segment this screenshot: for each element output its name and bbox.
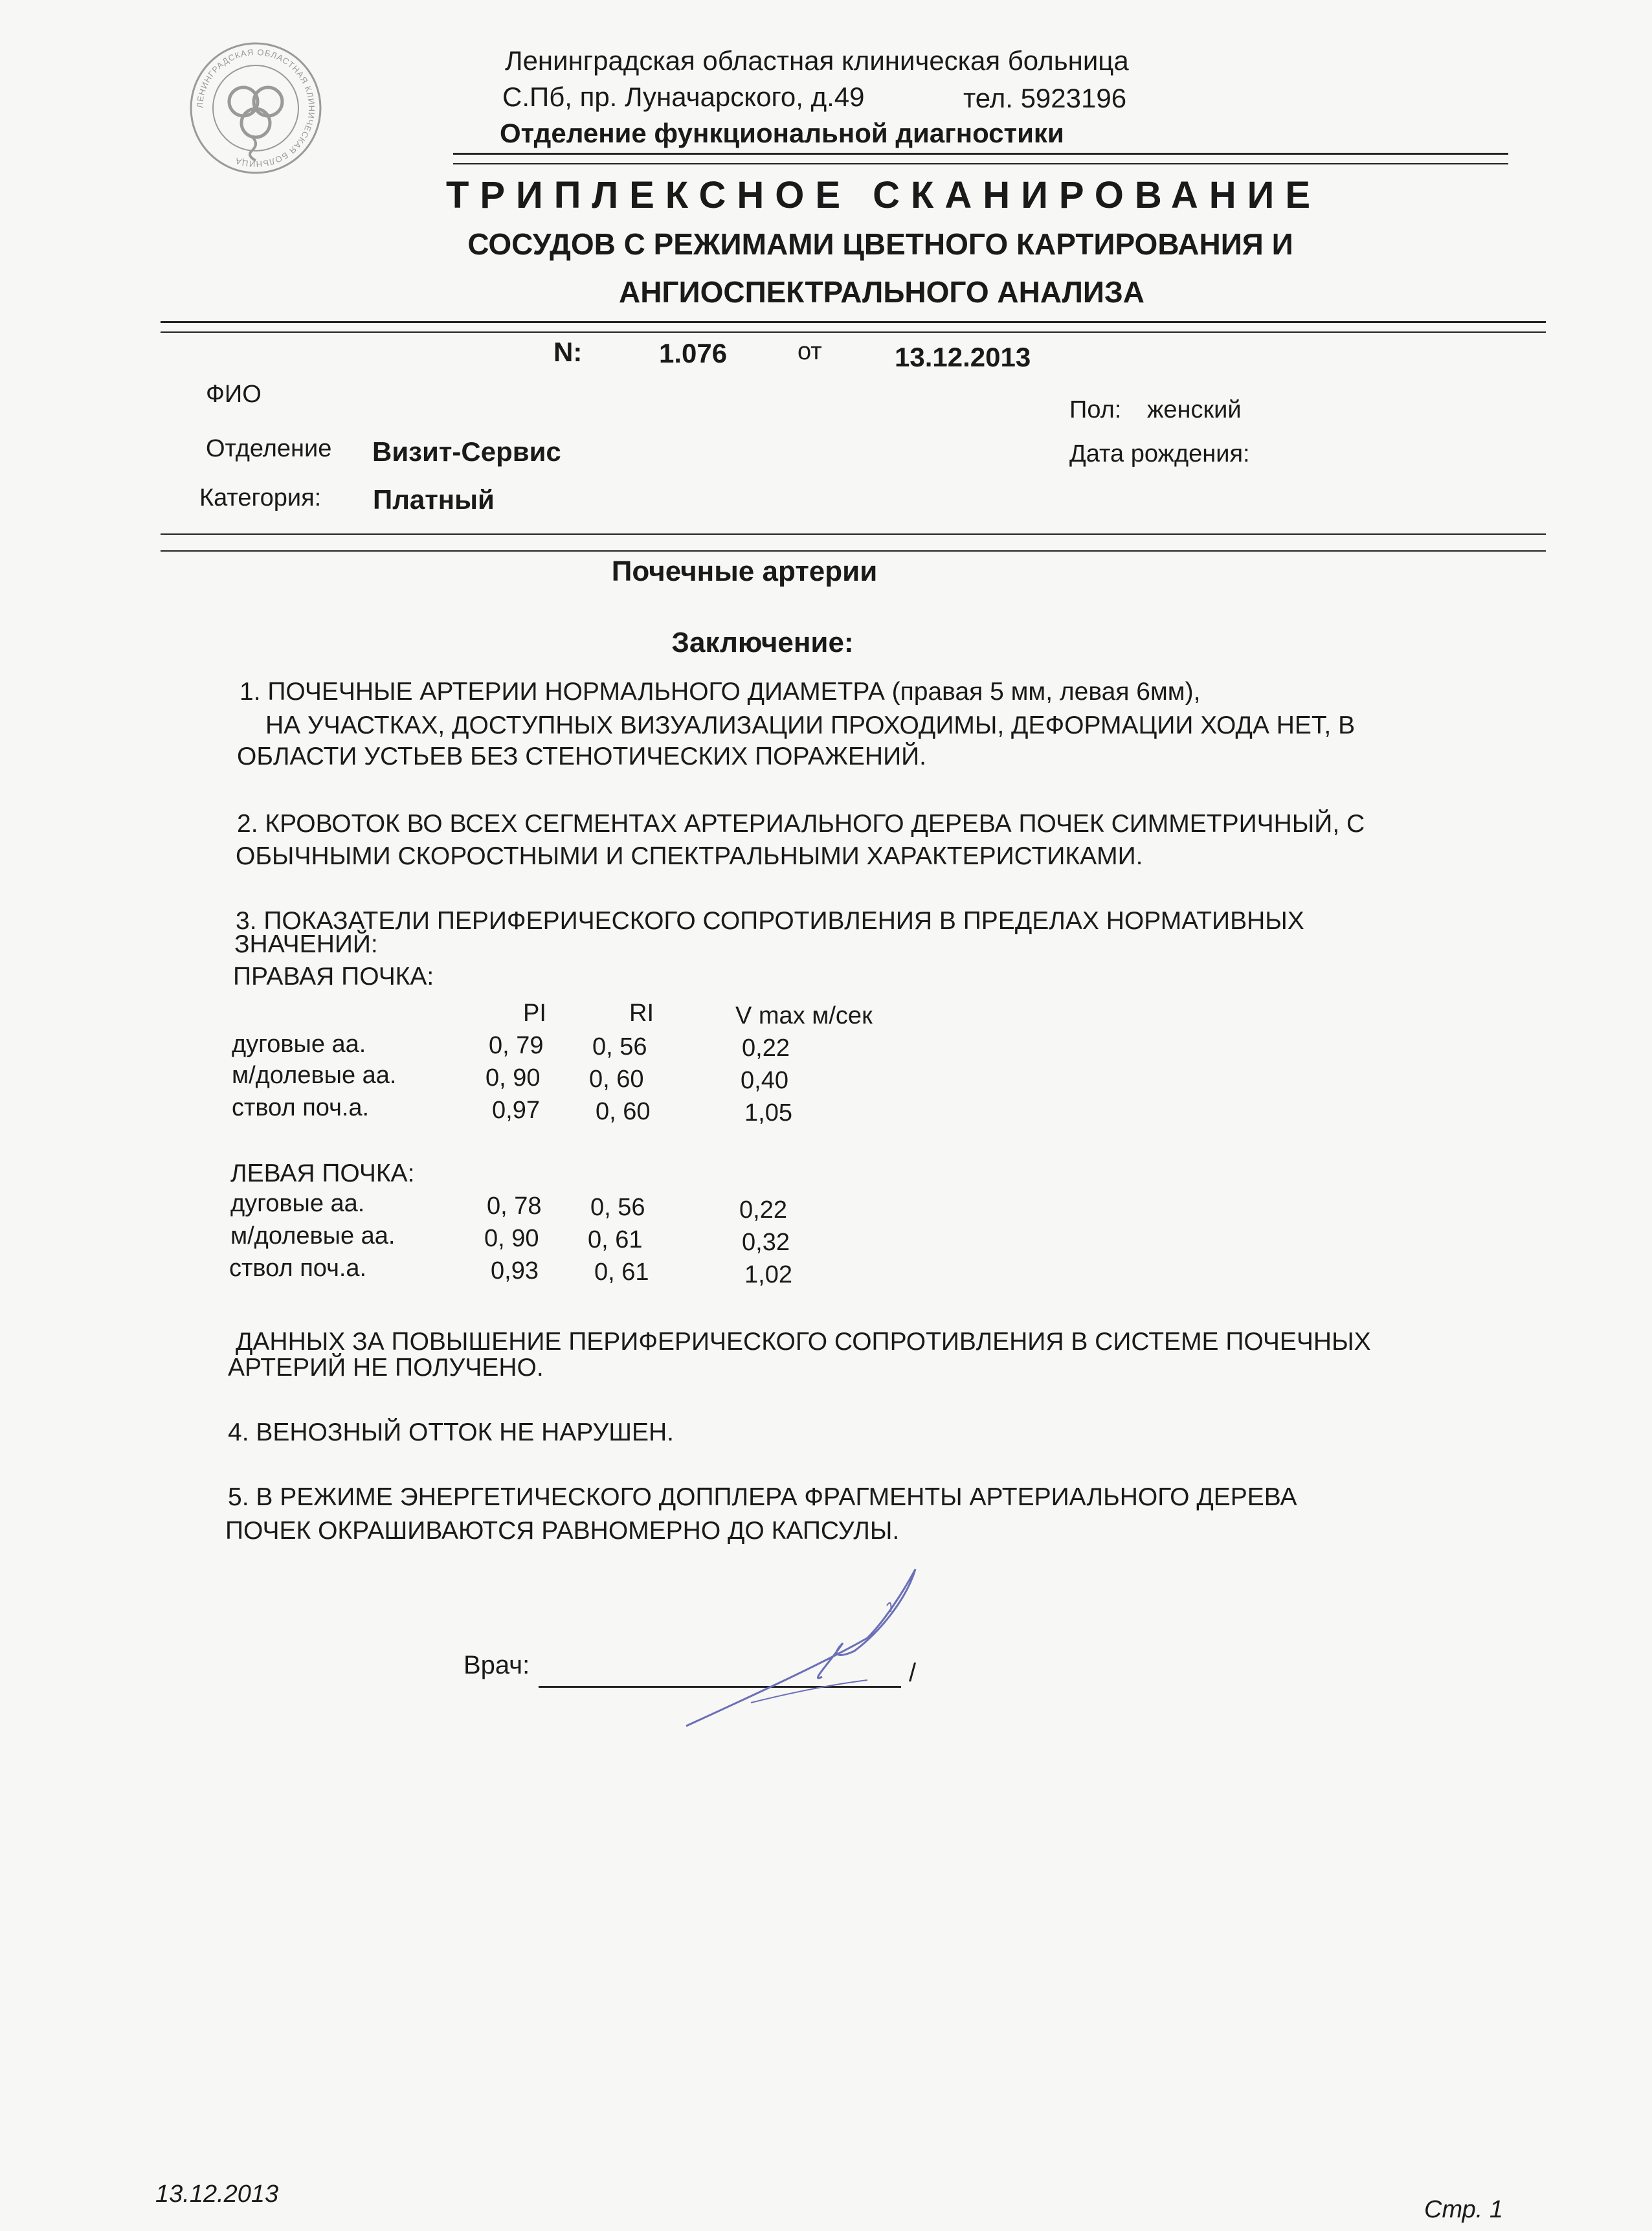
department-name: Отделение функциональной диагностики <box>500 118 1064 148</box>
hospital-seal <box>188 40 324 176</box>
divider-line <box>161 321 1546 323</box>
patient-sex: женский <box>1147 396 1242 423</box>
conclusion-p4: 4. ВЕНОЗНЫЙ ОТТОК НЕ НАРУШЕН. <box>228 1418 674 1446</box>
row-vmax: 0,22 <box>739 1196 787 1224</box>
fio-label: ФИО <box>206 381 262 408</box>
header-pi: PI <box>523 1000 546 1027</box>
row-pi: 0,93 <box>491 1257 539 1284</box>
conclusion-p3-line1: 3. ПОКАЗАТЕЛИ ПЕРИФЕРИЧЕСКОГО СОПРОТИВЛЕНИЯ В ПРЕДЕЛАХ НОРМАТИВНЫХ <box>236 907 1304 935</box>
conclusion-p1-line1: 1. ПОЧЕЧНЫЕ АРТЕРИИ НОРМАЛЬНОГО ДИАМЕТРА (правая 5 мм, левая 6мм), <box>240 678 1201 706</box>
date-label: от <box>798 338 822 365</box>
row-vmax: 0,32 <box>742 1229 790 1256</box>
divider-line <box>161 331 1546 333</box>
conclusion-p5-line2: ПОЧЕК ОКРАШИВАЮТСЯ РАВНОМЕРНО ДО КАПСУЛЫ. <box>225 1517 900 1545</box>
hospital-phone: тел. 5923196 <box>963 83 1127 113</box>
category-label: Категория: <box>199 484 322 511</box>
doctor-signature <box>673 1560 932 1742</box>
row-vmax: 0,22 <box>742 1035 790 1062</box>
row-name: ствол поч.а. <box>232 1094 370 1121</box>
row-pi: 0, 90 <box>486 1064 541 1092</box>
conclusion-p3-summary-line1: ДАННЫХ ЗА ПОВЫШЕНИЕ ПЕРИФЕРИЧЕСКОГО СОПРОТИВЛЕНИЯ В СИСТЕМЕ ПОЧЕЧНЫХ <box>236 1328 1371 1356</box>
conclusion-p1-line2: НА УЧАСТКАХ, ДОСТУПНЫХ ВИЗУАЛИЗАЦИИ ПРОХОДИМЫ, ДЕФОРМАЦИИ ХОДА НЕТ, В <box>265 712 1356 739</box>
divider-line <box>453 163 1508 164</box>
row-ri: 0, 56 <box>592 1033 647 1060</box>
doctor-label: Врач: <box>463 1651 530 1679</box>
row-name: дуговые аа. <box>232 1031 366 1058</box>
row-pi: 0, 90 <box>484 1225 539 1252</box>
header-vmax: V max м/сек <box>735 1002 873 1029</box>
left-kidney-label: ЛЕВАЯ ПОЧКА: <box>230 1160 415 1187</box>
footer-date: 13.12.2013 <box>155 2181 279 2208</box>
row-ri: 0, 61 <box>594 1259 649 1286</box>
department-label: Отделение <box>206 435 332 462</box>
conclusion-p2-line2: ОБЫЧНЫМИ СКОРОСТНЫМИ И СПЕКТРАЛЬНЫМИ ХАРАКТЕРИСТИКАМИ. <box>236 842 1143 870</box>
header-ri: RI <box>629 1000 654 1027</box>
record-date: 13.12.2013 <box>895 342 1031 372</box>
title-line2: СОСУДОВ С РЕЖИМАМИ ЦВЕТНОГО КАРТИРОВАНИЯ И <box>467 227 1293 261</box>
divider-line <box>161 550 1546 552</box>
number-label: N: <box>553 337 583 367</box>
row-ri: 0, 60 <box>596 1098 651 1125</box>
conclusion-p5-line1: 5. В РЕЖИМЕ ЭНЕРГЕТИЧЕСКОГО ДОППЛЕРА ФРАГМЕНТЫ АРТЕРИАЛЬНОГО ДЕРЕВА <box>228 1483 1297 1511</box>
divider-line <box>161 533 1546 535</box>
section-title: Почечные артерии <box>611 555 878 587</box>
right-kidney-label: ПРАВАЯ ПОЧКА: <box>233 963 434 991</box>
row-vmax: 0,40 <box>741 1067 788 1094</box>
row-name: ствол поч.а. <box>229 1255 367 1282</box>
row-vmax: 1,05 <box>744 1099 792 1127</box>
patient-category: Платный <box>373 484 495 515</box>
row-name: м/долевые аа. <box>232 1062 397 1089</box>
hospital-address: С.Пб, пр. Луначарского, д.49 <box>502 82 865 112</box>
divider-line <box>453 153 1508 155</box>
row-vmax: 1,02 <box>744 1261 792 1288</box>
title-line1: ТРИПЛЕКСНОЕ СКАНИРОВАНИЕ <box>445 174 1322 216</box>
conclusion-label: Заключение: <box>671 627 854 658</box>
row-ri: 0, 56 <box>590 1194 645 1221</box>
row-name: дуговые аа. <box>230 1190 365 1217</box>
conclusion-p2-line1: 2. КРОВОТОК ВО ВСЕХ СЕГМЕНТАХ АРТЕРИАЛЬНОГО ДЕРЕВА ПОЧЕК СИММЕТРИЧНЫЙ, С <box>237 810 1365 838</box>
conclusion-p1-line3: ОБЛАСТИ УСТЬЕВ БЕЗ СТЕНОТИЧЕСКИХ ПОРАЖЕНИЙ. <box>237 743 926 770</box>
row-pi: 0, 78 <box>487 1193 542 1220</box>
patient-department: Визит-Сервис <box>372 436 561 467</box>
row-ri: 0, 61 <box>588 1226 643 1253</box>
signature-slash: / <box>909 1659 917 1687</box>
hospital-name: Ленинградская областная клиническая больница <box>505 45 1129 76</box>
conclusion-p3-summary-line2: АРТЕРИЙ НЕ ПОЛУЧЕНО. <box>228 1354 544 1382</box>
sex-label: Пол: <box>1069 396 1122 423</box>
footer-page: Стр. 1 <box>1424 2196 1504 2223</box>
record-number: 1.076 <box>659 338 728 368</box>
seal-text: ЛЕНИНГРАДСКАЯ ОБЛАСТНАЯ КЛИНИЧЕСКАЯ БОЛЬНИЦА <box>194 47 317 170</box>
row-ri: 0, 60 <box>589 1066 644 1093</box>
birth-date-label: Дата рождения: <box>1069 440 1250 467</box>
conclusion-p3-line2: ЗНАЧЕНИЙ: <box>234 930 378 958</box>
row-name: м/долевые аа. <box>230 1222 396 1250</box>
row-pi: 0,97 <box>492 1097 540 1124</box>
row-pi: 0, 79 <box>489 1032 544 1059</box>
title-line3: АНГИОСПЕКТРАЛЬНОГО АНАЛИЗА <box>618 275 1145 309</box>
